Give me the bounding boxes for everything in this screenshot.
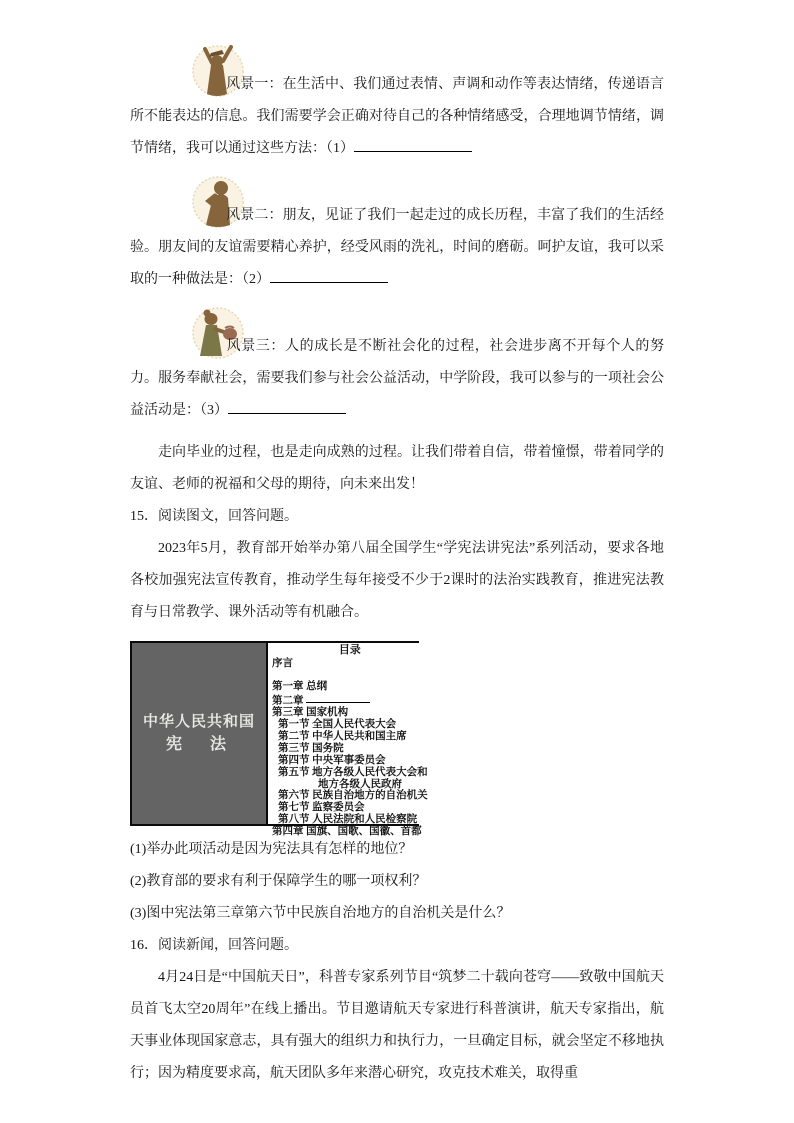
- toc-line: 地方各级人民政府: [318, 778, 402, 790]
- question-15-sub3: (3)图中宪法第三章第六节中民族自治地方的自治机关是什么？: [130, 906, 511, 921]
- toc-line: 第四章 国旗、国歌、国徽、首都: [272, 826, 422, 838]
- question-15-intro: 2023年5月，教育部开始举办第八届全国学生“学宪法讲宪法”系列活动，要求各地各校加强宪法宣传教育，推动学生每年接受不少于2课时的法治实践教育，推进宪法教育与日常教学、课外活动等有机融合。: [130, 541, 664, 620]
- question-15-sub2: (2)教育部的要求有利于保障学生的哪一项权利？: [130, 874, 427, 889]
- toc-title: 目录: [338, 644, 361, 656]
- answer-blank-3: [228, 399, 346, 414]
- toc-line: 第一章 总纲: [272, 680, 328, 692]
- toc-line: 第一节 全国人民代表大会: [278, 718, 397, 730]
- question-15-sub1: (1)举办此项活动是因为宪法具有怎样的地位？: [130, 842, 413, 857]
- toc-line: 第五节 地方各级人民代表大会和: [278, 766, 428, 778]
- toc-line: 第七节 监察委员会: [278, 802, 365, 814]
- book-title-line2: 宪 法: [165, 735, 232, 753]
- question-16-intro: 4月24日是“中国航天日”，科普专家系列节目“筑梦二十载向苍穹——致敬中国航天员首飞太空20周年”在线上播出。节目邀请航天专家进行科普演讲，航天专家指出，航天事业体现国家意志，具有强大的组织力和执行力，一旦确定目标，就会坚定不移地执行；因为精度要求高，航天团队多年来潜心研究，攻克技术难关，取得重: [130, 970, 664, 1081]
- constitution-toc: [266, 643, 430, 838]
- question-16-heading: 16．阅读新闻，回答问题。: [130, 938, 298, 953]
- book-title-line1: 中华人民共和国: [142, 713, 255, 730]
- scene-3-text: 风景三：人的成长是不断社会化的过程，社会进步离不开每个人的努力。服务奉献社会，需要我们参与社会公益活动，中学阶段，我可以参与的一项社会公益活动是：（3）: [130, 339, 664, 418]
- document-page: [130, 0, 664, 1090]
- toc-line: 第六节 民族自治地方的自治机关: [278, 790, 428, 802]
- toc-line: 第四节 中央军事委员会: [278, 754, 386, 766]
- scene-1-paragraph: [130, 44, 664, 165]
- scene-1-text: 风景一：在生活中、我们通过表情、声调和动作等表达情绪，传递语言所不能表达的信息。我们需要学会正确对待自己的各种情绪感受，合理地调节情绪，调节情绪，我可以通过这些方法：（1）: [130, 77, 664, 156]
- toc-answer-blank: [306, 693, 370, 703]
- toc-line: 序言: [272, 657, 293, 669]
- closing-paragraph: 走向毕业的过程，也是走向成熟的过程。让我们带着自信，带着憧憬，带着同学的友谊、老师的祝福和父母的期待，向未来出发！: [130, 445, 664, 492]
- answer-blank-1: [354, 137, 472, 152]
- toc-line-chapter2: 第二章: [272, 693, 428, 707]
- toc-line: 第三章 国家机构: [272, 707, 349, 719]
- toc-line: 第二节 中华人民共和国主席: [278, 730, 407, 742]
- serving-person-icon: [158, 306, 222, 360]
- constitution-book-cover: [132, 643, 266, 824]
- toc-line: 第三节 国务院: [278, 742, 344, 754]
- cheering-person-icon: [158, 44, 222, 98]
- question-15-heading: 15．阅读图文，回答问题。: [130, 509, 298, 524]
- thinking-person-icon: [158, 175, 222, 229]
- constitution-figure: [130, 641, 428, 838]
- answer-blank-2: [270, 268, 388, 283]
- scene-2-text: 风景二：朋友，见证了我们一起走过的成长历程，丰富了我们的生活经验。朋友间的友谊需要精心养护，经受风雨的洗礼，时间的磨砺。呵护友谊，我可以采取的一种做法是：（2）: [130, 208, 664, 287]
- scene-2-paragraph: [130, 175, 664, 296]
- toc-line: 第八节 人民法院和人民检察院: [278, 814, 418, 826]
- scene-3-paragraph: [130, 306, 664, 427]
